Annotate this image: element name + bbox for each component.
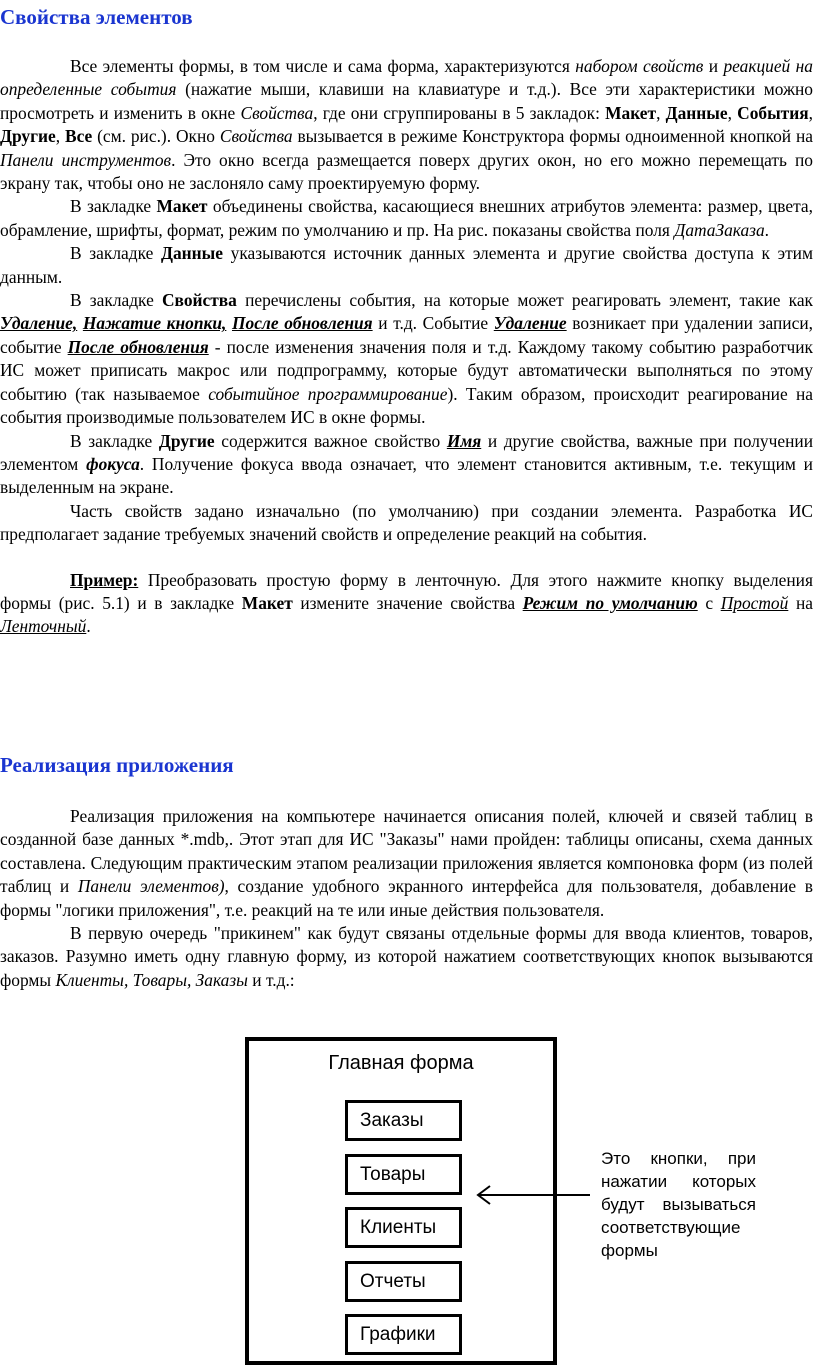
- section-title-implementation: Реализация приложения: [0, 753, 234, 777]
- diagram-title: Главная форма: [328, 1052, 474, 1074]
- section-title-properties: Свойства элементов: [0, 5, 193, 29]
- paragraph: В закладке Другие содержится важное свойство Имя и другие свойства, важные при получении элементом фокуса. Получение фокуса ввода означает, что элемент становится активным, т.е. текущим и выделенным на экране.: [0, 430, 813, 498]
- paragraph: Все элементы формы, в том числе и сама форма, характеризуются набором свойств и реакцией на определенные события (нажатие мыши, клавиши на клавиатуре и т.д.). Все эти характеристики можно просмотреть и изменить в окне Свойства, где они сгруппированы в 5 закладок: Макет, Данные, События, Другие, Все (см. рис.). Окно Свойства вызывается в режиме Конструктора формы одноименной кнопкой на Панели инструментов. Это окно всегда размещается поверх других окон, но его можно перемещать по экрану так, чтобы оно не заслоняло саму проектируемую форму.: [0, 56, 813, 194]
- spacer: [0, 547, 813, 569]
- diagram-note: [601, 1147, 756, 1262]
- properties-body: [0, 55, 813, 639]
- note-line: нажатии которых: [601, 1172, 756, 1191]
- note-line: Это кнопки, при: [601, 1149, 756, 1168]
- paragraph: Часть свойств задано изначально (по умолчанию) при создании элемента. Разработка ИС предполагает задание требуемых значений свойств и определение реакций на события.: [0, 500, 813, 545]
- pointer-arrow-icon: [474, 1183, 594, 1207]
- example-paragraph: Пример: Преобразовать простую форму в ленточную. Для этого нажмите кнопку выделения формы (рис. 5.1) и в закладке Макет измените значение свойства Режим по умолчанию с Простой на Ленточный.: [0, 569, 813, 637]
- diagram-button-reports: Отчеты: [345, 1261, 462, 1302]
- diagram-button-goods: Товары: [345, 1154, 462, 1195]
- diagram-button-clients: Клиенты: [345, 1207, 462, 1248]
- note-line: формы: [601, 1241, 658, 1260]
- diagram-button-graphs: Графики: [345, 1314, 462, 1355]
- paragraph: Реализация приложения на компьютере начинается описания полей, ключей и связей таблиц в созданной базе данных *.mdb,. Этот этап для ИС "Заказы" нами пройден: таблицы описаны, схема данных составлена. Следующим практическим этапом реализации приложения является компоновка форм (из полей таблиц и Панели элементов), создание удобного экранного интерфейса для пользователя, добавление в формы "логики приложения", т.е. реакций на те или иные действия пользователя.: [0, 806, 813, 920]
- example-label: Пример:: [70, 569, 139, 590]
- implementation-body: [0, 805, 813, 992]
- paragraph: В первую очередь "прикинем" как будут связаны отдельные формы для ввода клиентов, товаров, заказов. Разумно иметь одну главную форму, из которой нажатием соответствующих кнопок вызываются формы Клиенты, Товары, Заказы и т.д.:: [0, 923, 813, 990]
- note-line: будут вызываться: [601, 1195, 756, 1214]
- paragraph: В закладке Свойства перечислены события, на которые может реагировать элемент, такие как Удаление, Нажатие кнопки, После обновления и т.д. Событие Удаление возникает при удалении записи, событие После обновления - после изменения значения поля и т.д. Каждому такому событию разработчик ИС может приписать макрос или подпрограмму, которые будут автоматически выполняться по этому событию (так называемое событийное программирование). Таким образом, происходит реагирование на события производимые пользователем ИС в окне формы.: [0, 290, 814, 428]
- note-line: соответствующие: [601, 1218, 741, 1237]
- paragraph: В закладке Макет объединены свойства, касающиеся внешних атрибутов элемента: размер, цвета, обрамление, шрифты, формат, режим по умолчанию и пр. На рис. показаны свойства поля ДатаЗаказа.: [0, 196, 813, 240]
- diagram-button-orders: Заказы: [345, 1100, 462, 1141]
- paragraph: В закладке Данные указываются источник данных элемента и другие свойства доступа к этим данным.: [0, 243, 813, 287]
